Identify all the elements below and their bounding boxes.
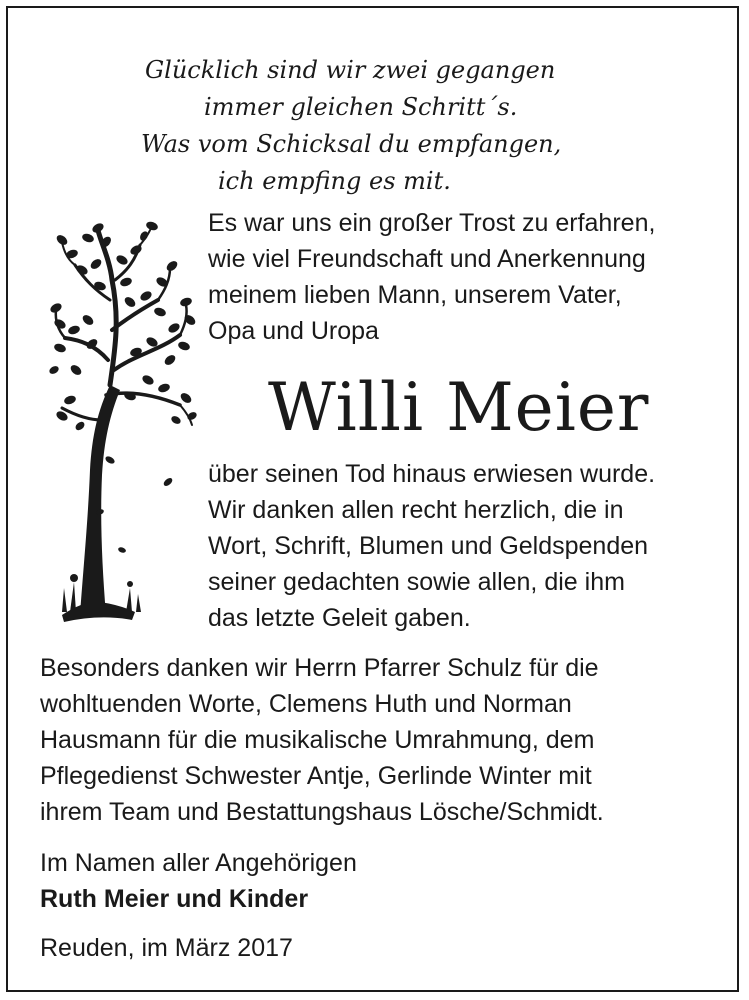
signature-block: [40, 845, 357, 917]
special-thanks-line: Pflegedienst Schwester Antje, Gerlinde Winter mit: [40, 762, 592, 790]
special-thanks-line: wohltuenden Worte, Clemens Huth und Norman: [40, 690, 572, 718]
place-date: Reuden, im März 2017: [40, 934, 293, 962]
special-thanks-line: Besonders danken wir Herrn Pfarrer Schulz für die: [40, 654, 599, 682]
intro-line: Es war uns ein großer Trost zu erfahren,: [208, 209, 656, 237]
on-behalf-text: Im Namen aller Angehörigen: [40, 849, 357, 877]
intro-line: meinem lieben Mann, unserem Vater,: [208, 281, 622, 309]
thanks-line: über seinen Tod hinaus erwiesen wurde.: [208, 460, 656, 488]
special-thanks-paragraph: [40, 650, 604, 830]
poem-line: Was vom Schicksal du empfangen,: [141, 130, 562, 158]
signers-name: Ruth Meier und Kinder: [40, 885, 309, 913]
special-thanks-line: Hausmann für die musikalische Umrahmung, dem: [40, 726, 595, 754]
special-thanks-line: ihrem Team und Bestattungshaus Lösche/Schmidt.: [40, 798, 604, 826]
intro-line: wie viel Freundschaft und Anerkennung: [208, 245, 646, 273]
tree-silhouette-icon: [40, 220, 200, 640]
intro-paragraph: [208, 205, 655, 349]
thanks-paragraph: [208, 456, 655, 636]
poem-line: Glücklich sind wir zwei gegangen: [145, 56, 556, 84]
thanks-line: Wir danken allen recht herzlich, die in: [208, 496, 624, 524]
thanks-line: das letzte Geleit gaben.: [208, 604, 471, 632]
poem-line: ich empfing es mit.: [218, 167, 451, 195]
thanks-line: seiner gedachten sowie allen, die ihm: [208, 568, 625, 596]
poem-line: immer gleichen Schritt´s.: [204, 93, 518, 121]
thanks-line: Wort, Schrift, Blumen und Geldspenden: [208, 532, 649, 560]
intro-line: Opa und Uropa: [208, 317, 379, 345]
deceased-name: Willi Meier: [268, 369, 650, 446]
